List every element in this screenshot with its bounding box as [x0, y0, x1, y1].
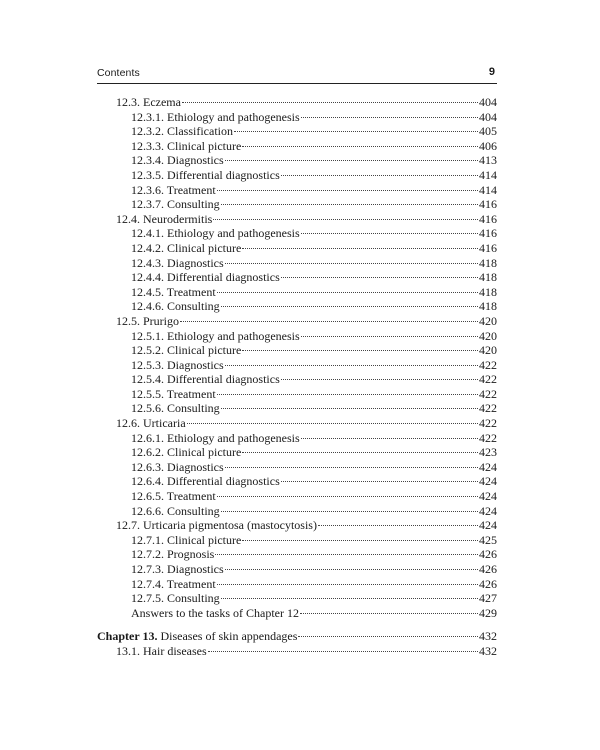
toc-entry-text: 12.7.4. Treatment — [131, 576, 216, 591]
dot-leader — [242, 540, 478, 541]
toc-entry[interactable] — [97, 547, 497, 562]
toc-entry-title — [131, 489, 216, 504]
toc-entry-title — [131, 270, 280, 285]
toc-entry-text: 12.6.2. Clinical picture — [131, 445, 242, 460]
dot-leader — [242, 248, 478, 249]
dot-leader — [301, 233, 478, 234]
dot-leader — [221, 511, 478, 512]
toc-entry-page-number: 426 — [479, 576, 497, 591]
table-of-contents — [97, 95, 497, 659]
toc-entry-title — [131, 606, 299, 621]
toc-entry-title — [131, 285, 216, 300]
toc-entry-title — [131, 241, 241, 256]
dot-leader — [242, 452, 478, 453]
dot-leader — [225, 467, 478, 468]
toc-entry-text: 12.7.5. Consulting — [131, 591, 220, 606]
toc-entry[interactable] — [97, 153, 497, 168]
toc-entry[interactable] — [97, 183, 497, 198]
toc-entry-title — [131, 577, 216, 592]
toc-entry[interactable] — [97, 504, 497, 519]
toc-entry[interactable] — [97, 577, 497, 592]
toc-entry-page-number: 422 — [479, 401, 497, 416]
toc-entry-title — [131, 153, 224, 168]
toc-entry-page-number: 416 — [479, 197, 497, 212]
toc-entry-text: 12.3.2. Classification — [131, 124, 233, 139]
toc-entry-text: 12.4. Neurodermitis — [116, 211, 213, 226]
toc-entry-page-number: 427 — [479, 591, 497, 606]
toc-entry-title — [131, 299, 220, 314]
toc-entry[interactable] — [97, 270, 497, 285]
toc-entry-text: 12.3.6. Treatment — [131, 182, 216, 197]
toc-entry[interactable] — [97, 299, 497, 314]
toc-entry[interactable] — [97, 256, 497, 271]
toc-entry-text: 12.5.4. Differential diagnostics — [131, 372, 280, 387]
toc-entry-page-number: 418 — [479, 284, 497, 299]
toc-entry[interactable] — [97, 372, 497, 387]
dot-leader — [225, 569, 478, 570]
dot-leader — [281, 175, 478, 176]
toc-entry-page-number: 432 — [479, 629, 497, 644]
toc-entry-title — [131, 110, 300, 125]
toc-entry[interactable] — [97, 314, 497, 329]
dot-leader — [217, 292, 478, 293]
toc-entry-title — [116, 416, 186, 431]
toc-entry-page-number: 418 — [479, 270, 497, 285]
toc-entry-text: 12.7. Urticaria pigmentosa (mastocytosis) — [116, 518, 317, 533]
toc-entry-page-number: 418 — [479, 255, 497, 270]
toc-entry[interactable] — [97, 197, 497, 212]
toc-entry[interactable] — [97, 518, 497, 533]
toc-entry-title — [116, 95, 181, 110]
toc-entry-page-number: 426 — [479, 547, 497, 562]
toc-entry-title — [131, 547, 214, 562]
toc-entry[interactable] — [97, 474, 497, 489]
toc-entry-page-number: 422 — [479, 372, 497, 387]
toc-entry-title — [131, 124, 233, 139]
toc-entry-title — [97, 629, 297, 644]
dot-leader — [225, 365, 478, 366]
toc-entry-page-number: 414 — [479, 167, 497, 182]
toc-entry[interactable] — [97, 606, 497, 621]
toc-entry-title — [131, 387, 216, 402]
toc-entry[interactable] — [97, 329, 497, 344]
toc-entry-text: 12.3.4. Diagnostics — [131, 153, 224, 168]
toc-entry[interactable] — [97, 95, 497, 110]
toc-entry[interactable] — [97, 124, 497, 139]
toc-entry-text: 12.3.7. Consulting — [131, 197, 220, 212]
toc-entry-page-number: 418 — [479, 299, 497, 314]
toc-entry-title — [116, 212, 212, 227]
toc-entry-title — [131, 591, 220, 606]
toc-entry-title — [131, 431, 300, 446]
toc-entry-title — [131, 197, 220, 212]
toc-entry-text: 12.3. Eczema — [116, 95, 181, 109]
dot-leader — [301, 336, 478, 337]
toc-entry-title — [131, 168, 280, 183]
toc-entry-page-number: 414 — [479, 182, 497, 197]
toc-entry-page-number: 420 — [479, 313, 497, 328]
dot-leader — [225, 263, 478, 264]
toc-entry-text: 12.6.4. Differential diagnostics — [131, 474, 280, 489]
dot-leader — [221, 204, 478, 205]
toc-entry-page-number: 422 — [479, 430, 497, 445]
dot-leader — [242, 350, 478, 351]
toc-entry[interactable] — [97, 562, 497, 577]
dot-leader — [182, 102, 478, 103]
toc-entry-page-number: 420 — [479, 343, 497, 358]
header-title: Contents — [97, 67, 140, 79]
dot-leader — [221, 306, 478, 307]
toc-entry-page-number: 422 — [479, 386, 497, 401]
toc-entry-text: 12.7.2. Prognosis — [131, 547, 215, 562]
toc-entry-text: Diseases of skin appendages — [160, 629, 298, 644]
dot-leader — [225, 160, 478, 161]
toc-entry-page-number: 425 — [479, 532, 497, 547]
toc-entry[interactable] — [97, 431, 497, 446]
dot-leader — [187, 423, 478, 424]
toc-entry[interactable] — [97, 416, 497, 431]
toc-entry-text: 12.5. Prurigo — [116, 313, 179, 328]
toc-entry-title — [131, 226, 300, 241]
toc-entry-page-number: 426 — [479, 562, 497, 576]
dot-leader — [318, 525, 478, 526]
toc-entry-text: 12.4.6. Consulting — [131, 299, 220, 314]
toc-entry[interactable] — [97, 285, 497, 300]
toc-entry-text: 12.4.2. Clinical picture — [131, 240, 242, 255]
toc-entry-text: 12.5.2. Clinical picture — [131, 343, 242, 358]
dot-leader — [215, 554, 478, 555]
toc-entry-page-number: 405 — [479, 124, 497, 139]
dot-leader — [217, 190, 478, 191]
dot-leader — [213, 219, 478, 220]
toc-entry[interactable] — [97, 489, 497, 504]
toc-entry-title — [131, 343, 241, 358]
toc-chapter-entry[interactable] — [97, 629, 497, 644]
chapter-label: Chapter 13. — [97, 629, 158, 644]
toc-entry-title — [116, 314, 179, 329]
toc-entry[interactable] — [97, 445, 497, 460]
toc-entry[interactable] — [97, 401, 497, 416]
toc-entry-title — [131, 533, 241, 548]
toc-entry[interactable] — [97, 241, 497, 256]
toc-entry-text: 12.6.1. Ethiology and pathogenesis — [131, 430, 300, 445]
toc-entry-text: 12.5.5. Treatment — [131, 386, 216, 401]
toc-entry[interactable] — [97, 460, 497, 475]
toc-entry-page-number: 420 — [479, 328, 497, 343]
toc-entry[interactable] — [97, 139, 497, 154]
dot-leader — [281, 481, 478, 482]
toc-entry-page-number: 422 — [479, 416, 497, 431]
toc-entry-page-number: 424 — [479, 518, 497, 533]
toc-entry-text: 12.5.1. Ethiology and pathogenesis — [131, 328, 300, 343]
toc-entry-text: 12.5.6. Consulting — [131, 401, 220, 416]
dot-leader — [217, 394, 478, 395]
toc-entry-title — [131, 401, 220, 416]
toc-entry-title — [131, 139, 241, 154]
toc-entry-text: 12.4.1. Ethiology and pathogenesis — [131, 226, 300, 241]
toc-entry-page-number: 406 — [479, 138, 497, 153]
toc-entry-text: 12.4.4. Differential diagnostics — [131, 270, 280, 285]
toc-entry-title — [131, 474, 280, 489]
toc-entry-page-number: 413 — [479, 153, 497, 168]
dot-leader — [301, 438, 478, 439]
dot-leader — [217, 496, 478, 497]
toc-entry-title — [116, 518, 317, 533]
dot-leader — [301, 117, 478, 118]
toc-entry-text: 12.4.3. Diagnostics — [131, 255, 224, 270]
toc-entry-text: 12.6.6. Consulting — [131, 503, 220, 518]
toc-entry-title — [131, 372, 280, 387]
dot-leader — [281, 379, 478, 380]
toc-entry-text: 12.7.3. Diagnostics — [131, 562, 224, 576]
toc-entry-text: 12.3.3. Clinical picture — [131, 138, 242, 153]
toc-entry-page-number: 422 — [479, 357, 497, 372]
toc-entry-page-number: 423 — [479, 445, 497, 460]
toc-entry-title — [131, 256, 224, 271]
header-page-number: 9 — [488, 66, 495, 78]
toc-entry-text: 13.1. Hair diseases — [116, 643, 207, 658]
toc-entry-page-number: 424 — [479, 474, 497, 489]
toc-entry[interactable] — [97, 110, 497, 125]
toc-entry[interactable] — [97, 591, 497, 606]
toc-entry-text: 12.3.5. Differential diagnostics — [131, 167, 280, 182]
toc-entry-text: 12.6. Urticaria — [116, 416, 186, 431]
toc-entry[interactable] — [97, 226, 497, 241]
toc-entry-title — [131, 183, 216, 198]
toc-entry-text: 12.4.5. Treatment — [131, 284, 216, 299]
toc-entry-page-number: 424 — [479, 489, 497, 504]
toc-entry-title — [131, 329, 300, 344]
dot-leader — [300, 613, 478, 614]
dot-leader — [221, 408, 478, 409]
toc-entry-title — [131, 562, 224, 577]
toc-entry-title — [131, 460, 224, 475]
toc-entry[interactable] — [97, 343, 497, 358]
toc-entry[interactable] — [97, 533, 497, 548]
toc-entry-page-number: 429 — [479, 605, 497, 620]
toc-entry-text: 12.3.1. Ethiology and pathogenesis — [131, 109, 300, 124]
dot-leader — [217, 584, 478, 585]
toc-entry[interactable] — [97, 212, 497, 227]
toc-entry-title — [131, 358, 224, 373]
toc-entry-page-number: 424 — [479, 503, 497, 518]
toc-entry-title — [131, 445, 241, 460]
toc-entry-page-number: 424 — [479, 459, 497, 474]
dot-leader — [298, 636, 478, 637]
dot-leader — [234, 131, 478, 132]
toc-entry-page-number: 404 — [479, 109, 497, 124]
toc-entry[interactable] — [97, 644, 497, 659]
toc-entry[interactable] — [97, 358, 497, 373]
dot-leader — [281, 277, 478, 278]
toc-entry-page-number: 416 — [479, 240, 497, 255]
toc-entry-page-number: 404 — [479, 95, 497, 109]
toc-entry[interactable] — [97, 168, 497, 183]
toc-entry-page-number: 416 — [479, 226, 497, 241]
toc-entry-text: 12.7.1. Clinical picture — [131, 532, 242, 547]
toc-entry-text: 12.5.3. Diagnostics — [131, 357, 224, 372]
toc-entry-text: Answers to the tasks of Chapter 12 — [131, 605, 299, 620]
running-header — [97, 65, 497, 84]
toc-entry-text: 12.6.3. Diagnostics — [131, 459, 224, 474]
dot-leader — [180, 321, 478, 322]
toc-entry-text: 12.6.5. Treatment — [131, 489, 216, 504]
toc-entry-title — [131, 504, 220, 519]
dot-leader — [221, 598, 478, 599]
dot-leader — [208, 651, 478, 652]
dot-leader — [242, 146, 478, 147]
toc-entry-page-number: 432 — [479, 643, 497, 658]
toc-entry[interactable] — [97, 387, 497, 402]
toc-entry-title — [116, 644, 207, 659]
toc-entry-page-number: 416 — [479, 211, 497, 226]
